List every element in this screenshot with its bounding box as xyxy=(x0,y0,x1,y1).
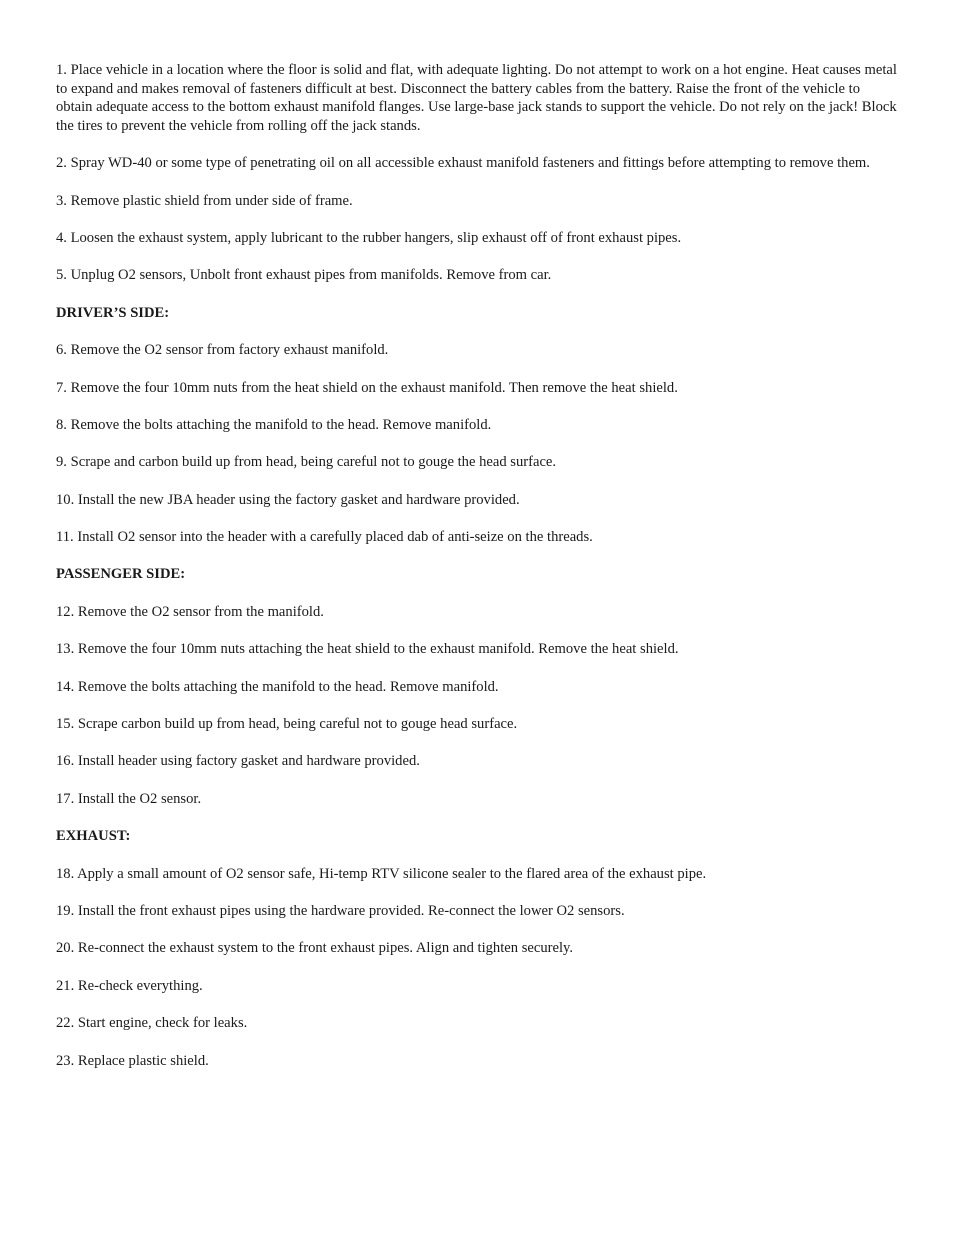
step-20: 20. Re-connect the exhaust system to the front exhaust pipes. Align and tighten securely. xyxy=(56,940,574,957)
instruction-document xyxy=(56,61,898,1089)
step-2: 2. Spray WD-40 or some type of penetrating oil on all accessible exhaust manifold fasteners and fittings before attempting to remove them. xyxy=(56,155,870,172)
step-16: 16. Install header using factory gasket and hardware provided. xyxy=(56,753,420,770)
step-11: 11. Install O2 sensor into the header with a carefully placed dab of anti-seize on the threads. xyxy=(56,529,593,546)
step-1: 1. Place vehicle in a location where the floor is solid and flat, with adequate lighting. Do not attempt to work on a hot engine. Heat causes metal to expand and makes removal of fasteners difficult at best. Disconnect the battery cables from the battery. Raise the front of the vehicle to obtain adequate access to the bottom exhaust manifold flanges. Use large-base jack stands to support the vehicle. Do not rely on the jack! Block the tires to prevent the vehicle from rolling off the jack stands. xyxy=(56,62,897,134)
step-18: 18. Apply a small amount of O2 sensor safe, Hi-temp RTV silicone sealer to the flared area of the exhaust pipe. xyxy=(56,865,707,882)
section-heading-exhaust: EXHAUST: xyxy=(56,828,131,845)
step-9: 9. Scrape and carbon build up from head, being careful not to gouge the head surface. xyxy=(56,454,557,471)
section-heading-passenger-side: PASSENGER SIDE: xyxy=(56,566,186,583)
step-22: 22. Start engine, check for leaks. xyxy=(56,1015,248,1032)
step-12: 12. Remove the O2 sensor from the manifold. xyxy=(56,603,324,620)
step-3: 3. Remove plastic shield from under side of frame. xyxy=(56,192,353,209)
step-6: 6. Remove the O2 sensor from factory exhaust manifold. xyxy=(56,342,389,359)
step-15: 15. Scrape carbon build up from head, being careful not to gouge head surface. xyxy=(56,716,518,733)
section-heading-drivers-side: DRIVER’S SIDE: xyxy=(56,304,170,321)
step-13: 13. Remove the four 10mm nuts attaching the heat shield to the exhaust manifold. Remove the heat shield. xyxy=(56,641,679,658)
step-19: 19. Install the front exhaust pipes using the hardware provided. Re-connect the lower O2 sensors. xyxy=(56,902,625,919)
step-23: 23. Replace plastic shield. xyxy=(56,1052,209,1069)
step-17: 17. Install the O2 sensor. xyxy=(56,790,202,807)
step-21: 21. Re-check everything. xyxy=(56,977,203,994)
step-10: 10. Install the new JBA header using the factory gasket and hardware provided. xyxy=(56,491,520,508)
step-8: 8. Remove the bolts attaching the manifold to the head. Remove manifold. xyxy=(56,416,492,433)
step-5: 5. Unplug O2 sensors, Unbolt front exhaust pipes from manifolds. Remove from car. xyxy=(56,267,552,284)
step-4: 4. Loosen the exhaust system, apply lubricant to the rubber hangers, slip exhaust off of front exhaust pipes. xyxy=(56,229,682,246)
step-7: 7. Remove the four 10mm nuts from the heat shield on the exhaust manifold. Then remove the heat shield. xyxy=(56,379,678,396)
step-14: 14. Remove the bolts attaching the manifold to the head. Remove manifold. xyxy=(56,678,499,695)
